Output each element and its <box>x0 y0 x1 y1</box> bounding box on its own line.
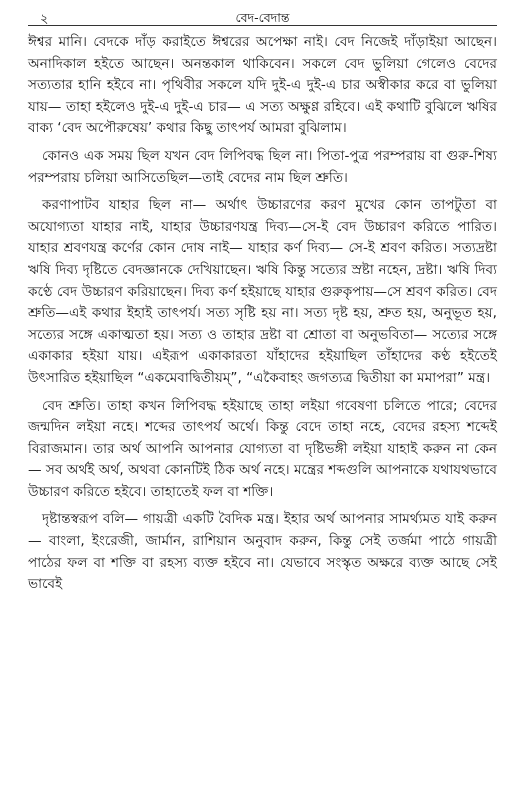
body-text <box>28 32 497 596</box>
header-rule <box>28 25 497 26</box>
running-header <box>28 8 497 26</box>
running-title: বেদ-বেদান্ত <box>235 10 290 25</box>
paragraph-2: কোনও এক সময় ছিল যখন বেদ লিপিবদ্ধ ছিল না। পিতা-পুত্র পরম্পরায় বা গুরু-শিষ্য পরম্পরায় চলিয়া আসিতেছিল—তাই বেদের নাম ছিল শ্রুতি। <box>28 147 497 186</box>
paragraph-3: করণাপাটব যাহার ছিল না— অর্থাৎ উচ্চারণের করণ মুখের কোন তাপটুতা বা অযোগ্যতা যাহার নাই, যাহার উচ্চারণযন্ত্র দিব্য—সে-ই বেদ উচ্চারণ করিতে পারিত। যাহার শ্রবণযন্ত্র কর্ণের কোন দোষ নাই— যাহার কর্ণ দিব্য— সে-ই শ্রবণ করিত। সত্যদ্রষ্টা ঋষি দিব্য দৃষ্টিতে বেদজ্ঞানকে দেখিয়াছেন। ঋষি কিন্তু সত্যের স্রষ্টা নহেন, দ্রষ্টা। ঋষি দিব্য কণ্ঠে বেদ উচ্চারণ করিয়াছেন। দিব্য কর্ণ হইয়াছে যাহার গুরুকৃপায়—সে শ্রবণ করিত। বেদ শ্রুতি—এই কথার ইহাই তাৎপর্য। সত্য সৃষ্টি হয় না। সত্য দৃষ্ট হয়, শ্রুত হয়, অনুভূত হয়, সত্যের সঙ্গে একাত্মতা হয়। সত্য ও তাহার দ্রষ্টা বা শ্রোতা বা অনুভবিতা— সত্যের সঙ্গে একাকার হইয়া যায়। এইরূপ একাকারতা যাঁহাদের হইয়াছিল তাঁহাদের কণ্ঠ হইতেই উৎসারিত হইয়াছিল “একমেবাদ্বিতীয়ম্”, “একৈবাহং জগত্যত্র দ্বিতীয়া কা মমাপরা” মন্ত্র। <box>28 197 497 386</box>
page-number: ২ <box>40 12 49 27</box>
paragraph-1: ঈশ্বর মানি। বেদকে দাঁড় করাইতে ঈশ্বরের অপেক্ষা নাই। বেদ নিজেই দাঁড়াইয়া আছেন। অনাদিকাল হইতে আছেন। অনন্তকাল থাকিবেন। সকলে বেদ ভুলিয়া গেলেও বেদের সত্যতার হানি হইবে না। পৃথিবীর সকলে যদি দুই-এ দুই-এ চার অস্বীকার করে বা ভুলিয়া যায়— তাহা হইলেও দুই-এ দুই-এ চার— এ সত্য অক্ষুণ্ণ রহিবে। এই কথাটি বুঝিলে ঋষির বাক্য ‘বেদ অপৌরুষেয়’ কথার কিছু তাৎপর্য আমরা বুঝিলাম। <box>28 34 497 137</box>
paragraph-4: বেদ শ্রুতি। তাহা কখন লিপিবদ্ধ হইয়াছে তাহা লইয়া গবেষণা চলিতে পারে; বেদের জন্মদিন লইয়া নহে। শব্দের তাৎপর্য অর্থে। কিন্তু বেদে তাহা নহে, বেদের রহস্য শব্দেই বিরাজমান। তার অর্থ আপনি আপনার যোগ্যতা বা দৃষ্টিভঙ্গী লইয়া যাহাই করুন না কেন— সব অর্থই অর্থ, অথবা কোনটিই ঠিক অর্থ নহে। মন্ত্রের শব্দগুলি আপনাকে যথাযথভাবে উচ্চারণ করিতে হইবে। তাহাতেই ফল বা শক্তি। <box>28 397 497 500</box>
paragraph-5: দৃষ্টান্তস্বরূপ বলি— গায়ত্রী একটি বৈদিক মন্ত্র। ইহার অর্থ আপনার সামর্থ্যমত যাই করুন— বাংলা, ইংরেজী, জার্মান, রাশিয়ান অনুবাদ করুন, কিন্তু সেই তর্জমা পাঠে গায়ত্রী পাঠের ফল বা শক্তি বা রহস্য ব্যক্ত হইবে না। যেভাবে সংস্কৃত অক্ষরে ব্যক্ত আছে সেই ভাবেই <box>28 511 497 593</box>
